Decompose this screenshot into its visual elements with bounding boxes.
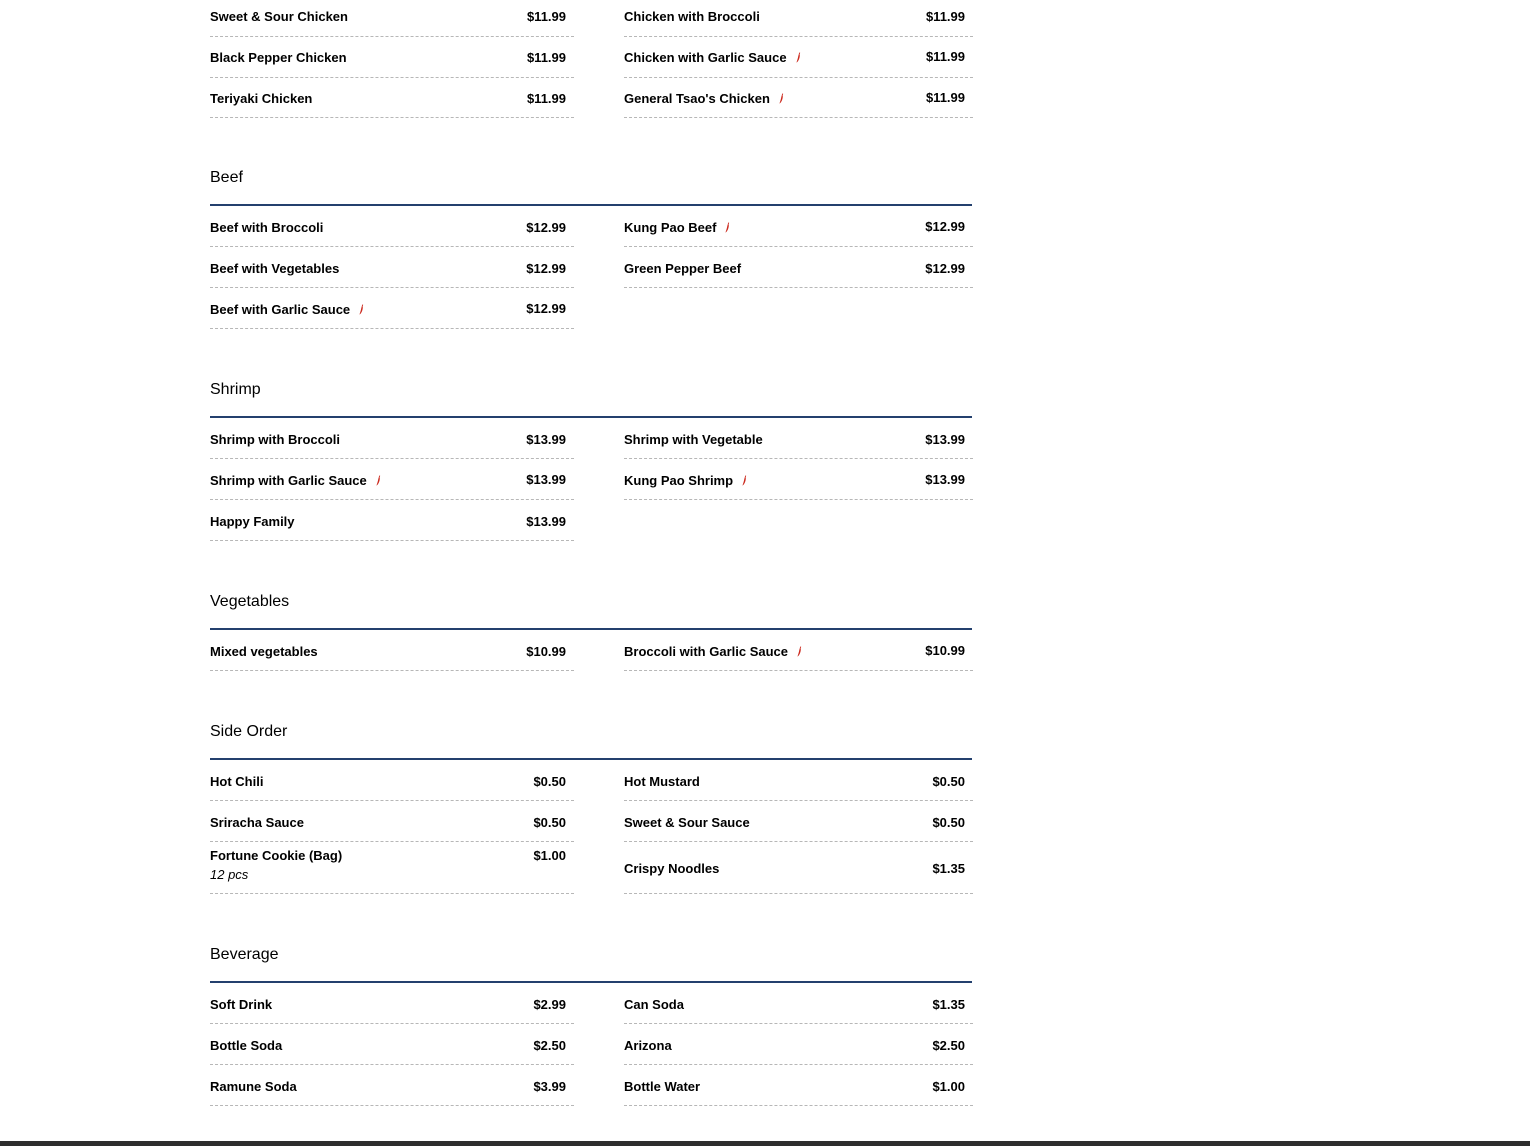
item-name: Crispy Noodles <box>624 861 720 876</box>
section-title: Shrimp <box>210 381 261 398</box>
item-name: Teriyaki Chicken <box>210 91 313 106</box>
item-price: $2.50 <box>932 1038 965 1053</box>
item-price: $0.50 <box>533 774 566 789</box>
item-name: Sweet & Sour Sauce <box>624 815 750 830</box>
item-price: $1.35 <box>932 861 965 876</box>
item-price: $13.99 <box>925 432 965 447</box>
menu-item[interactable] <box>624 37 973 78</box>
section-beef <box>210 166 973 329</box>
item-price: $1.00 <box>932 1079 965 1094</box>
item-price: $13.99 <box>526 514 566 529</box>
item-price: $12.99 <box>526 220 566 235</box>
item-name: Sweet & Sour Chicken <box>210 9 348 24</box>
beverage-items <box>210 983 973 1106</box>
item-name: Mixed vegetables <box>210 644 318 659</box>
item-price: $10.99 <box>526 644 566 659</box>
menu-item[interactable] <box>210 418 574 459</box>
item-name <box>624 644 802 659</box>
item-price: $12.99 <box>526 261 566 276</box>
section-beverage <box>210 943 973 1106</box>
item-price: $1.00 <box>533 848 566 863</box>
item-price: $11.99 <box>925 90 965 105</box>
item-name: Black Pepper Chicken <box>210 50 347 65</box>
item-price: $13.99 <box>925 472 965 487</box>
item-name: Fortune Cookie (Bag) <box>210 848 343 863</box>
item-name-text: Beef with Garlic Sauce <box>210 302 351 317</box>
item-price: $0.50 <box>932 774 965 789</box>
menu-item[interactable] <box>624 630 973 671</box>
item-name <box>210 473 381 488</box>
item-price: $2.50 <box>533 1038 566 1053</box>
item-price: $0.50 <box>533 815 566 830</box>
item-price: $3.99 <box>533 1079 566 1094</box>
item-name: Can Soda <box>624 997 684 1012</box>
menu-item[interactable] <box>210 801 574 842</box>
item-price: $13.99 <box>526 472 566 487</box>
item-name: Shrimp with Broccoli <box>210 432 341 447</box>
menu-item[interactable] <box>624 801 973 842</box>
item-price: $11.99 <box>526 9 566 24</box>
item-price: $11.99 <box>925 49 965 64</box>
item-name-text: Chicken with Garlic Sauce <box>624 50 787 65</box>
menu <box>210 0 973 1106</box>
chili-pepper-icon <box>779 92 784 103</box>
item-description: 12 pcs <box>210 867 249 882</box>
item-name: Hot Chili <box>210 774 264 789</box>
item-price: $12.99 <box>925 261 965 276</box>
menu-item[interactable] <box>210 500 574 541</box>
item-name-text: Broccoli with Garlic Sauce <box>624 644 788 659</box>
item-name: Chicken with Broccoli <box>624 9 760 24</box>
menu-item[interactable] <box>210 288 574 329</box>
menu-item[interactable] <box>210 842 574 894</box>
item-name-text: Kung Pao Beef <box>624 220 717 235</box>
menu-item[interactable] <box>624 418 973 459</box>
menu-item[interactable] <box>210 459 574 500</box>
side-order-items <box>210 760 973 894</box>
menu-item[interactable] <box>210 0 574 37</box>
item-name: Bottle Soda <box>210 1038 283 1053</box>
menu-item[interactable] <box>210 630 574 671</box>
menu-item[interactable] <box>210 247 574 288</box>
item-price: $11.99 <box>526 50 566 65</box>
item-name: Shrimp with Vegetable <box>624 432 763 447</box>
item-name <box>624 50 801 65</box>
chili-pepper-icon <box>359 303 364 314</box>
item-price: $2.99 <box>533 997 566 1012</box>
chicken-items <box>210 0 973 118</box>
menu-item[interactable] <box>624 459 973 500</box>
item-name: Beef with Vegetables <box>210 261 340 276</box>
menu-item[interactable] <box>210 206 574 247</box>
item-price: $10.99 <box>925 643 965 658</box>
menu-item[interactable] <box>624 206 973 247</box>
item-name: Ramune Soda <box>210 1079 297 1094</box>
beef-items <box>210 206 973 329</box>
menu-item[interactable] <box>624 247 973 288</box>
menu-item[interactable] <box>210 1065 574 1106</box>
section-title: Side Order <box>210 723 288 740</box>
menu-item[interactable] <box>210 760 574 801</box>
shrimp-items <box>210 418 973 541</box>
menu-item[interactable] <box>210 37 574 78</box>
section-chicken <box>210 0 973 118</box>
section-shrimp <box>210 378 973 541</box>
item-name: Happy Family <box>210 514 295 529</box>
menu-item[interactable] <box>210 1024 574 1065</box>
item-name <box>210 302 364 317</box>
item-price: $11.99 <box>526 91 566 106</box>
menu-item[interactable] <box>624 842 973 894</box>
item-price: $0.50 <box>932 815 965 830</box>
item-price: $12.99 <box>925 219 965 234</box>
item-name <box>624 220 730 235</box>
item-name <box>624 91 784 106</box>
menu-item[interactable] <box>624 983 973 1024</box>
menu-item[interactable] <box>624 78 973 118</box>
item-name: Green Pepper Beef <box>624 261 742 276</box>
item-name-text: General Tsao's Chicken <box>624 91 770 106</box>
section-title: Beverage <box>210 946 279 963</box>
item-price: $13.99 <box>526 432 566 447</box>
menu-item[interactable] <box>624 760 973 801</box>
chili-pepper-icon <box>742 474 747 485</box>
menu-item[interactable] <box>210 983 574 1024</box>
chili-pepper-icon <box>725 221 730 232</box>
item-name: Arizona <box>624 1038 672 1053</box>
footer-bar <box>0 1141 1530 1146</box>
item-name-text: Shrimp with Garlic Sauce <box>210 473 367 488</box>
item-name: Bottle Water <box>624 1079 701 1094</box>
menu-item[interactable] <box>624 1065 973 1106</box>
menu-item[interactable] <box>624 0 973 37</box>
menu-item[interactable] <box>624 1024 973 1065</box>
item-price: $11.99 <box>925 9 965 24</box>
vegetables-items <box>210 630 973 671</box>
chili-pepper-icon <box>796 51 801 62</box>
section-vegetables <box>210 590 973 671</box>
item-price: $12.99 <box>526 301 566 316</box>
section-side-order <box>210 720 973 894</box>
item-price: $1.35 <box>932 997 965 1012</box>
chili-pepper-icon <box>797 645 802 656</box>
item-name <box>624 473 747 488</box>
item-name: Sriracha Sauce <box>210 815 304 830</box>
item-name: Soft Drink <box>210 997 273 1012</box>
item-name-text: Kung Pao Shrimp <box>624 473 734 488</box>
section-title: Beef <box>210 169 243 186</box>
menu-item[interactable] <box>210 78 574 118</box>
item-name: Hot Mustard <box>624 774 700 789</box>
section-title: Vegetables <box>210 593 290 610</box>
item-name: Beef with Broccoli <box>210 220 324 235</box>
chili-pepper-icon <box>376 474 381 485</box>
